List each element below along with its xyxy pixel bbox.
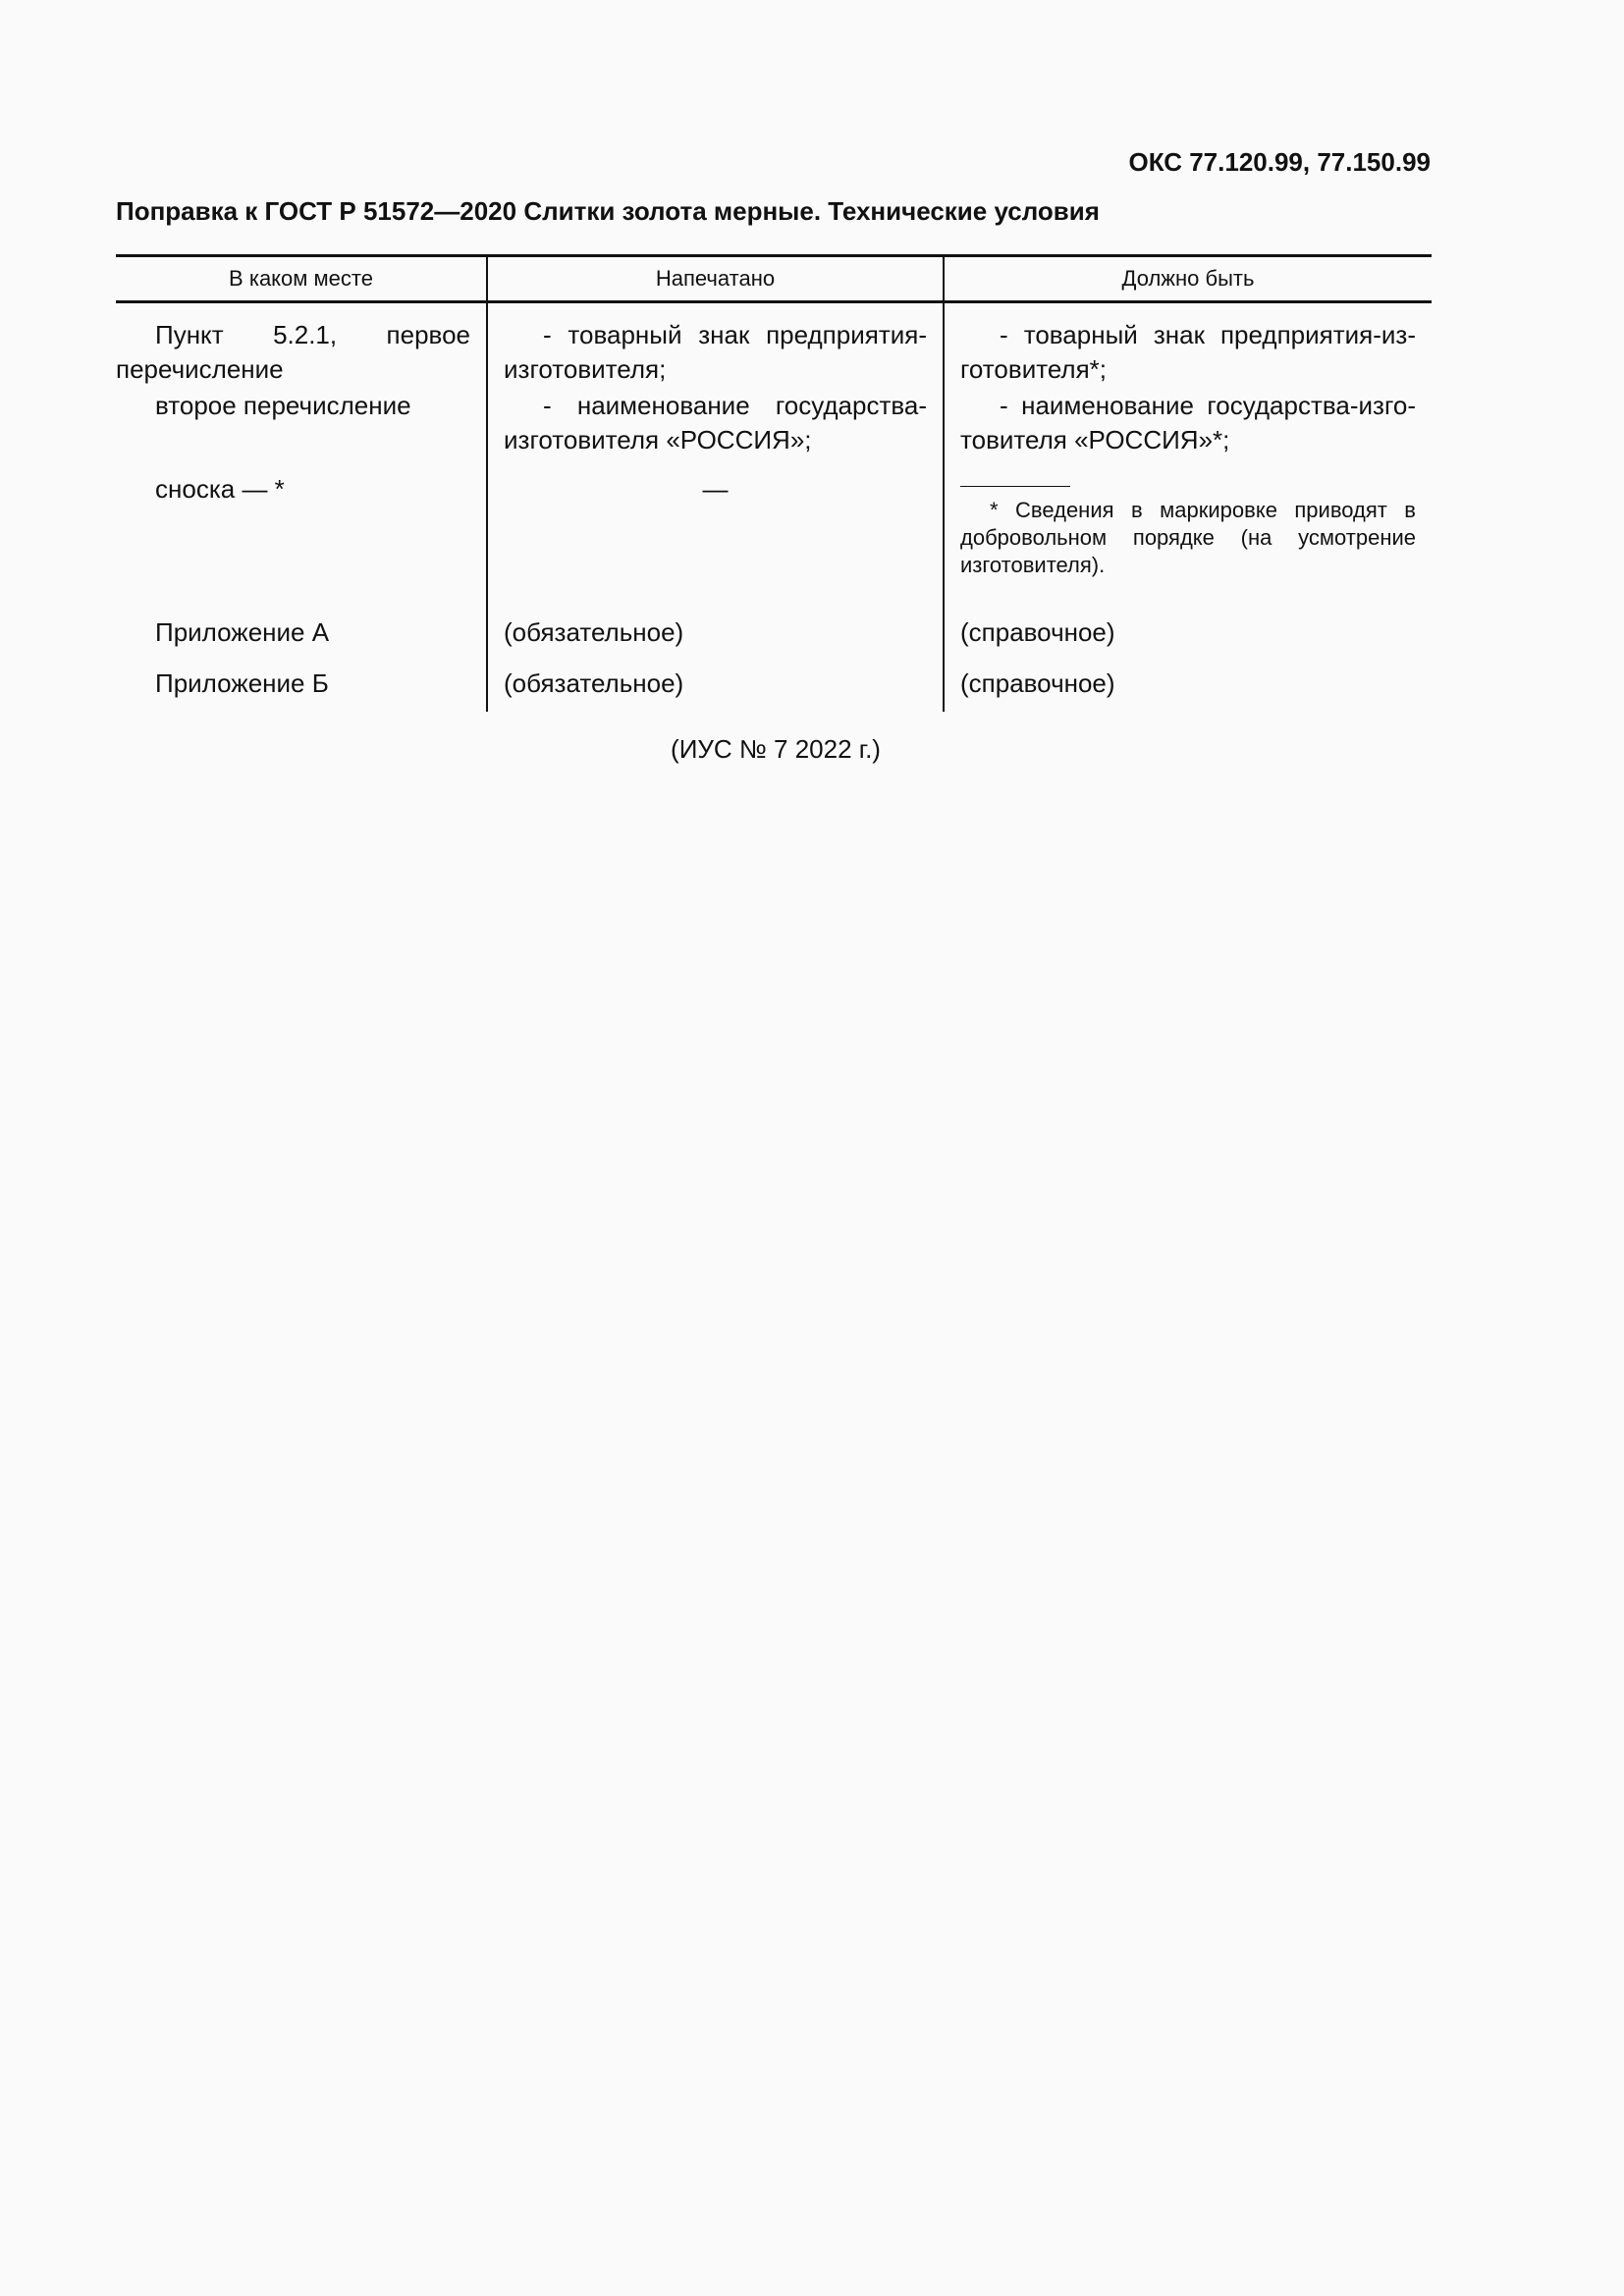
row-should-be: (справочное) — [944, 606, 1432, 667]
table-header-row — [116, 256, 1432, 302]
location-text: Пункт 5.2.1, первое перечисление — [116, 320, 470, 384]
row-should-be — [944, 472, 1432, 606]
row-location: сноска — * — [155, 474, 285, 504]
row-printed — [487, 302, 944, 390]
column-header-should-be: Должно быть — [944, 256, 1432, 302]
row-should-be — [944, 302, 1432, 390]
ius-reference: (ИУС № 7 2022 г.) — [671, 734, 881, 764]
should-be-text-line2: готовителя*; — [960, 354, 1108, 384]
row-printed: — — [487, 472, 944, 606]
row-location — [116, 302, 487, 390]
amendment-table — [116, 254, 1432, 712]
document-title: Поправка к ГОСТ Р 51572—2020 Слитки золота мерные. Технические условия — [116, 196, 1100, 226]
column-header-location: В каком месте — [116, 256, 487, 302]
oks-code: ОКС 77.120.99, 77.150.99 — [1128, 147, 1431, 177]
footnote-text: * Сведения в маркировке приводят в добровольном порядке (на усмотрение изготовителя). — [960, 498, 1416, 577]
table-row — [116, 302, 1432, 390]
row-printed: (обязательное) — [487, 606, 944, 667]
table-row — [116, 389, 1432, 472]
table-row — [116, 472, 1432, 606]
row-location: второе перечисление — [155, 391, 411, 420]
printed-text-line1: - наименование государства- — [543, 391, 927, 420]
should-be-text-line1: - наименование государства-изго- — [1000, 391, 1416, 420]
printed-text-line2: изготовителя «РОССИЯ»; — [504, 425, 812, 454]
printed-text-line1: - товарный знак предприятия- — [543, 320, 927, 349]
should-be-text-line2: товителя «РОССИЯ»*; — [960, 425, 1230, 454]
footnote-separator — [960, 486, 1070, 487]
row-location: Приложение А — [155, 617, 330, 647]
row-location: Приложение Б — [155, 668, 329, 698]
table-row — [116, 606, 1432, 667]
should-be-text-line1: - товарный знак предприятия-из- — [1000, 320, 1416, 349]
row-printed: (обязательное) — [487, 667, 944, 712]
table-row — [116, 667, 1432, 712]
row-should-be: (справочное) — [944, 667, 1432, 712]
printed-text-line2: изготовителя; — [504, 354, 667, 384]
row-printed — [487, 389, 944, 472]
row-should-be — [944, 389, 1432, 472]
column-header-printed: Напечатано — [487, 256, 944, 302]
